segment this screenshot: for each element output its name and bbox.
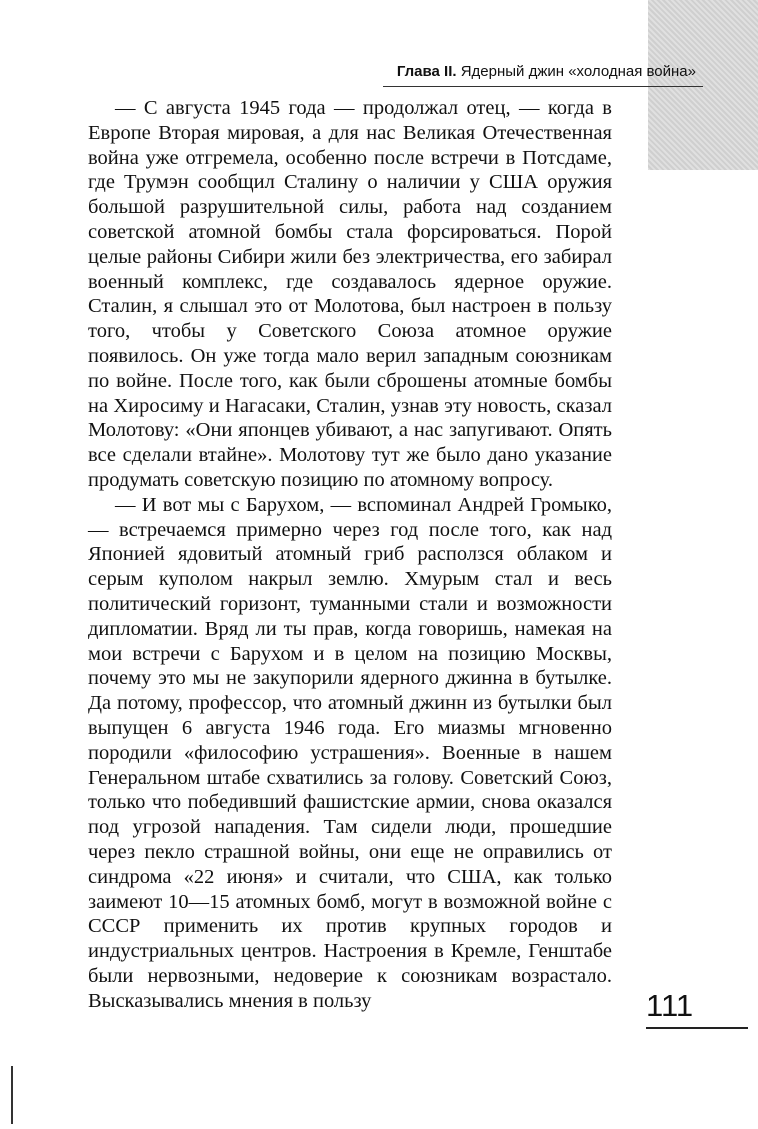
page-number: 111 <box>646 988 694 1023</box>
paragraph: — С августа 1945 года — продолжал отец, — когда в Европе Вторая мировая, а для нас Великая Отечественная война уже отгремела, особенно после встречи в Потсдаме, где Трумэн сообщил Сталину о наличии у США оружия большой разрушительной силы, работа над созданием советской атомной бомбы стала форсироваться. Порой целые районы Сибири жили без электричества, его забирал военный комплекс, где создавалось ядерное оружие. Сталин, я слышал это от Молотова, был настроен в пользу того, чтобы у Советского Союза атомное оружие появилось. Он уже тогда мало верил западным союзникам по войне. После того, как были сброшены атомные бомбы на Хиросиму и Нагасаки, Сталин, узнав эту новость, сказал Молотову: «Они японцев убивают, а нас запугивают. Опять все сделали втайне». Молотову тут же было дано указание продумать советскую позицию по атомному вопросу. <box>88 97 612 491</box>
page-number-rule <box>646 1027 748 1029</box>
chapter-label: Глава II. <box>396 63 457 80</box>
thumb-index-shade <box>648 0 758 170</box>
paragraph: — И вот мы с Барухом, — вспоминал Андрей Громыко, — встречаемся примерно через год после того, как над Японией ядовитый атомный гриб расползся облаком и серым куполом накрыл землю. Хмурым стал и весь политический горизонт, туманными стали и возможности дипломатии. Вряд ли ты прав, когда говоришь, намекая на мои встречи с Барухом и в целом на позицию Москвы, почему это мы не закупорили ядерного джинна в бутылке. Да потому, профессор, что атомный джинн из бутылки был выпущен 6 августа 1946 года. Его миазмы мгновенно породили «философию устрашения». Военные в нашем Генеральном штабе схватились за голову. Советский Союз, только что победивший фашистские армии, снова оказался под угрозой нападения. Там сидели люди, прошедшие через пекло страшной войны, они еще не оправились от синдрома «22 июня» и считали, что США, как только заимеют 10—15 атомных бомб, могут в возможной войне с СССР применить их против крупных городов и индустриальных центров. Настроения в Кремле, Генштабе были нервозными, недоверие к союзникам возрастало. Высказывались мнения в пользу <box>88 493 612 1012</box>
margin-scan-mark <box>11 1066 13 1124</box>
running-head-rule <box>383 86 703 87</box>
chapter-title: Ядерный джин «холодная война» <box>460 63 696 80</box>
running-head <box>300 62 696 82</box>
body-text <box>88 96 612 1013</box>
